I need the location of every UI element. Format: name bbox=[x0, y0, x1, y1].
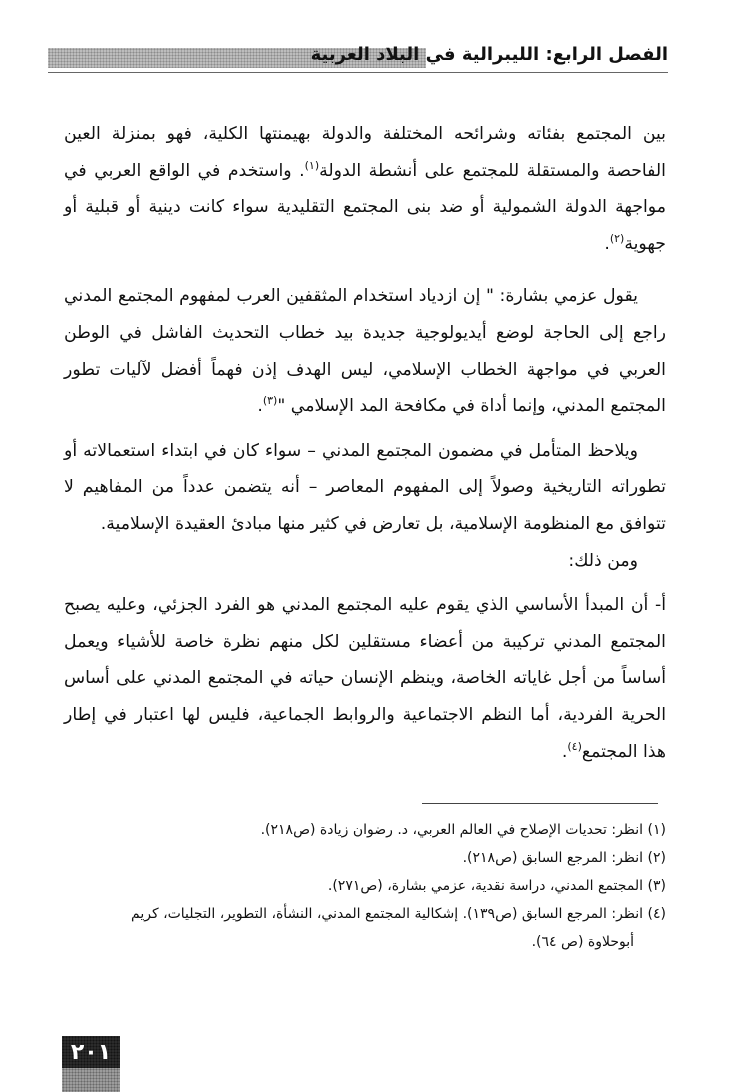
footnote-1-label: (١) bbox=[647, 822, 666, 838]
footnote-4-text: انظر: المرجع السابق (ص١٣٩). إشكالية المجتمع المدني، النشأة، التطوير، التجليات، كريم bbox=[131, 906, 644, 922]
main-text bbox=[64, 116, 666, 770]
footnote-4 bbox=[64, 900, 666, 956]
paragraph-1 bbox=[64, 116, 666, 262]
footnote-ref-3: (٣) bbox=[262, 394, 278, 408]
paragraph-1-text-a: بين المجتمع بفئاته وشرائحه المختلفة والدولة بهيمنتها الكلية، فهو بمنزلة العين الفاحصة والمستقلة للمجتمع على أنشطة الدولة bbox=[64, 124, 666, 181]
paragraph-2-text-a: يقول عزمي بشارة: " إن ازدياد استخدام المثقفين العرب لمفهوم المجتمع المدني راجع إلى الحاجة لوضع أيديولوجية جديدة بيد خطاب التحديث الفاشل في الوطن العربي في مواجهة الخطاب الإسلامي، ليس الهدف إذن فهماً أفضل لآليات تطور المجتمع المدني، وإنما أداة في مكافحة المد الإسلامي " bbox=[64, 286, 666, 417]
paragraph-5-text-a: أ- أن المبدأ الأساسي الذي يقوم عليه المجتمع المدني هو الفرد الجزئي، وعليه يصبح المجتمع المدني تركيبة من أعضاء مستقلين لكل منهم نظرة خاصة للأشياء ويعمل أساساً من أجل غاياته الخاصة، وينظم الإنسان حياته في المجتمع المدني على أساس الحرية الفردية، أما النظم الاجتماعية والروابط الجماعية، فليس لها اعتبار في إطار هذا المجتمع bbox=[64, 595, 666, 762]
paragraph-3: ويلاحظ المتأمل في مضمون المجتمع المدني – سواء كان في ابتداء استعمالاته أو تطوراته التاريخية وصولاً إلى المفهوم المعاصر – أنه يتضمن عدداً من المفاهيم لا تتوافق مع المنظومة الإسلامية، بل تعارض في كثير منها مبادئ العقيدة الإسلامية. bbox=[64, 440, 666, 534]
footnote-ref-4: (٤) bbox=[567, 739, 582, 753]
footnote-3-text: المجتمع المدني، دراسة نقدية، عزمي بشارة، (ص٢٧١). bbox=[327, 878, 644, 894]
paragraph-1-text-b: . واستخدم في الواقع العربي في مواجهة الدولة الشمولية أو ضد بنى المجتمع التقليدية سواء كانت دينية أو قبلية أو جهوية bbox=[64, 160, 666, 254]
page-number: ٢٠١ bbox=[70, 1040, 112, 1065]
page-number-strip bbox=[62, 1068, 120, 1092]
header-rule bbox=[48, 72, 668, 73]
footnote-1 bbox=[64, 816, 666, 844]
paragraph-2-text-b: . bbox=[257, 396, 263, 417]
footnote-3 bbox=[64, 872, 666, 900]
paragraph-1-text-c: . bbox=[604, 233, 610, 254]
footnote-2-label: (٢) bbox=[647, 850, 666, 866]
footnote-separator bbox=[422, 803, 658, 804]
footnote-ref-1: (١) bbox=[304, 158, 320, 172]
paragraph-2 bbox=[64, 278, 666, 424]
paragraph-5 bbox=[64, 587, 666, 770]
footnote-2-text: انظر: المرجع السابق (ص٢١٨). bbox=[462, 850, 644, 866]
paragraph-4: ومن ذلك: bbox=[568, 550, 638, 571]
paragraph-5-text-b: . bbox=[561, 741, 568, 762]
footnote-4-continuation: أبوحلاوة (ص ٦٤). bbox=[531, 934, 634, 950]
footnote-3-label: (٣) bbox=[647, 878, 666, 894]
chapter-header-title: الفصل الرابع: الليبرالية في البلاد العربية bbox=[310, 44, 668, 65]
footnote-1-text: انظر: تحديات الإصلاح في العالم العربي، د. رضوان زيادة (ص٢١٨). bbox=[260, 822, 644, 838]
footnote-2 bbox=[64, 844, 666, 872]
footnote-4-label: (٤) bbox=[647, 906, 666, 922]
footnotes bbox=[64, 816, 666, 956]
footnote-ref-2: (٢) bbox=[609, 232, 625, 246]
